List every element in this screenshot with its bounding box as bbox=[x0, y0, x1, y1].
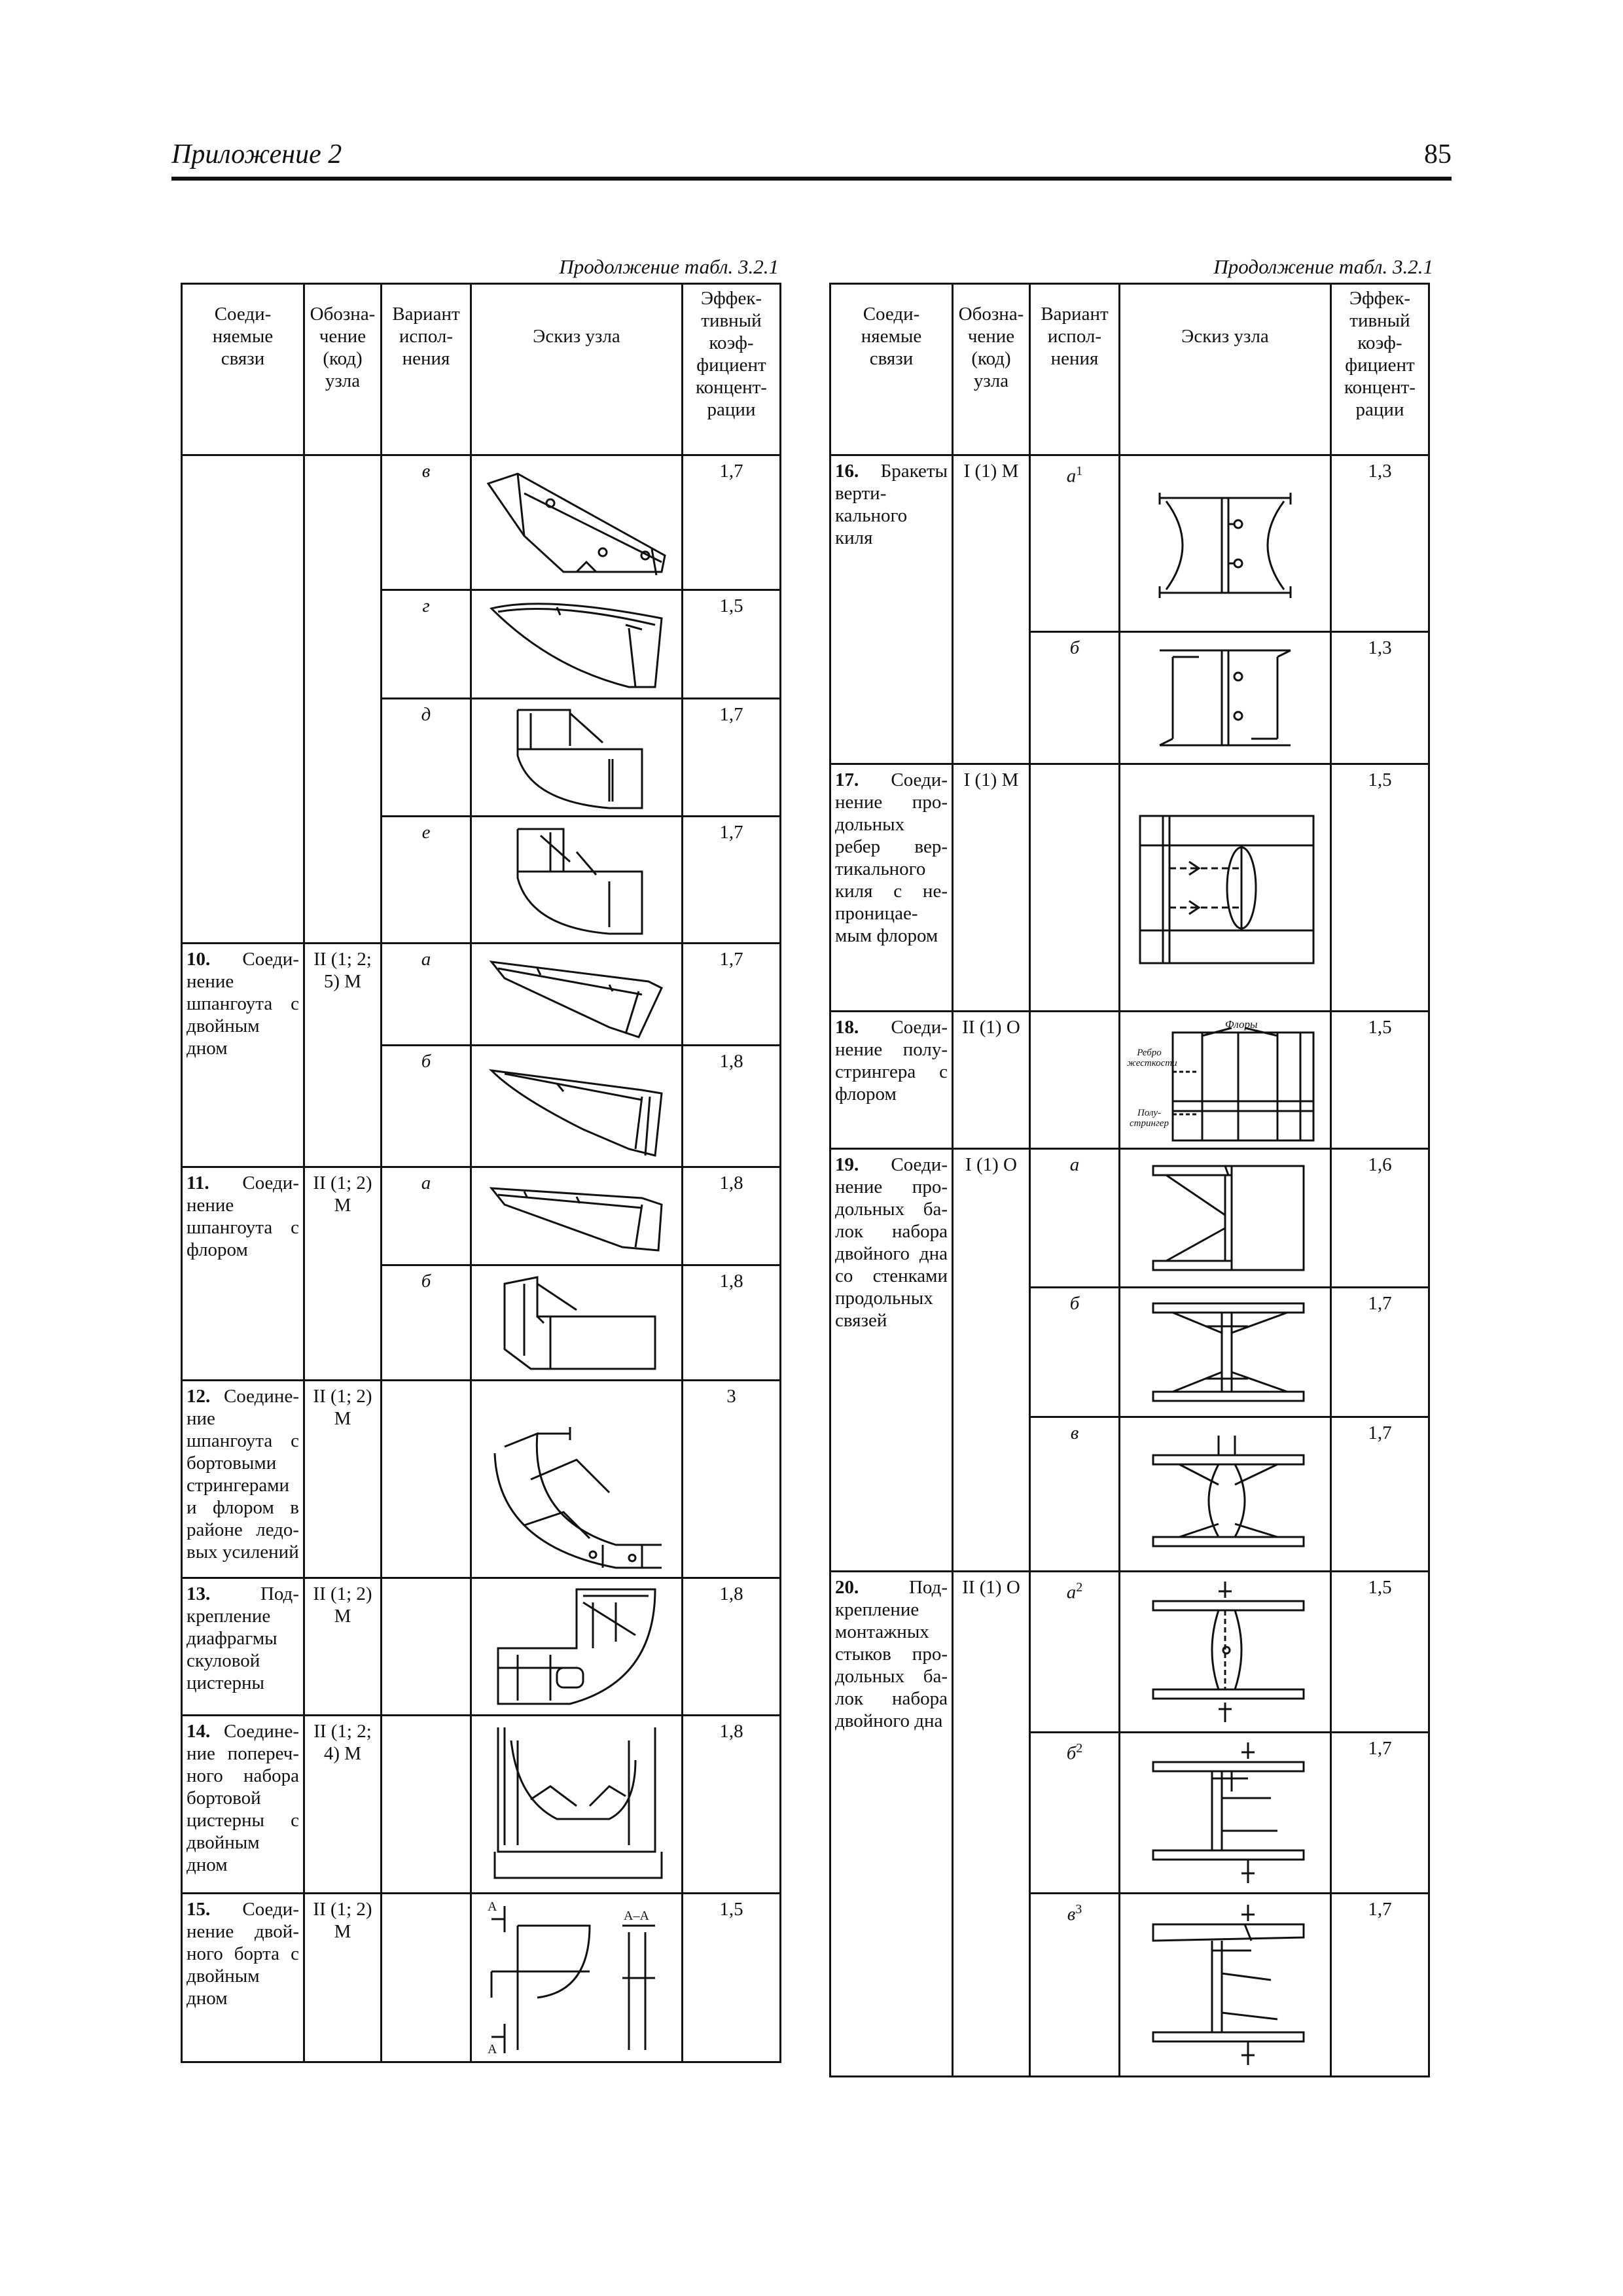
variant-cell bbox=[382, 1716, 471, 1894]
sketch-keel-brackets-b bbox=[1120, 632, 1331, 764]
header-connections: Соеди- няемые связи bbox=[182, 284, 304, 455]
variant-cell: в bbox=[382, 455, 471, 590]
code-cell: II (1; 2; 5) М bbox=[304, 944, 382, 1167]
header-code: Обозна- чение (код) узла bbox=[953, 284, 1030, 455]
sketch-double-side-double-bottom bbox=[471, 1894, 683, 2062]
sketch-longitudinal-beams-b bbox=[1120, 1288, 1331, 1417]
variant-cell bbox=[382, 1894, 471, 2062]
sketch-mounting-joints-a bbox=[1120, 1572, 1331, 1733]
sketch-halfstringer-floor bbox=[1120, 1012, 1331, 1149]
coefficient-cell: 1,8 bbox=[683, 1167, 781, 1265]
coefficient-cell: 1,3 bbox=[1331, 632, 1429, 764]
table-row bbox=[182, 455, 781, 590]
conn-cell: 16. Бракеты вертикального киля bbox=[830, 455, 953, 764]
variant-cell: б bbox=[1030, 632, 1120, 764]
variant-cell: $а^2$ bbox=[1030, 1572, 1120, 1733]
code-cell: II (1; 2) М bbox=[304, 1578, 382, 1716]
table-row bbox=[830, 1012, 1429, 1149]
sketch-frame-ice-strengthening bbox=[471, 1381, 683, 1578]
sketch-longitudinal-beams-v bbox=[1120, 1417, 1331, 1572]
variant-cell: $б^2$ bbox=[1030, 1733, 1120, 1894]
variant-cell bbox=[1030, 1012, 1120, 1149]
variant-cell: а bbox=[382, 944, 471, 1046]
variant-cell: б bbox=[1030, 1288, 1120, 1417]
page-number: 85 bbox=[1424, 139, 1452, 169]
coefficient-cell: 1,7 bbox=[683, 699, 781, 817]
label-floors: Флоры bbox=[1225, 1018, 1258, 1031]
coefficient-cell: 1,5 bbox=[683, 590, 781, 699]
header-rule bbox=[171, 177, 1452, 181]
code-cell: II (1; 2; 4) М bbox=[304, 1716, 382, 1894]
table-row bbox=[182, 1716, 781, 1894]
sketch-mounting-joints-b bbox=[1120, 1733, 1331, 1894]
continuation-label-right: Продолжение табл. 3.2.1 bbox=[1213, 255, 1433, 278]
sketch-frame-doublebottom-b bbox=[471, 1046, 683, 1167]
code-cell bbox=[304, 455, 382, 944]
coefficient-cell: 1,7 bbox=[683, 455, 781, 590]
sketch-side-tank-frame bbox=[471, 1716, 683, 1894]
coefficient-cell: 1,5 bbox=[1331, 764, 1429, 1012]
table-row bbox=[830, 1572, 1429, 1733]
sketch-bracket-e bbox=[471, 817, 683, 944]
coefficient-cell: 1,7 bbox=[1331, 1894, 1429, 2077]
conn-cell: 19. Соединение продольных балок набора двойного дна со стенками продольных связей bbox=[830, 1149, 953, 1572]
continuation-label-left: Продолжение табл. 3.2.1 bbox=[559, 255, 779, 278]
coefficient-cell: 3 bbox=[683, 1381, 781, 1578]
conn-cell: 15. Соединение двойного борта с двойным дном bbox=[182, 1894, 304, 2062]
conn-cell: 17. Соединение продольных ребер вертикального киля с непроницаемым флором bbox=[830, 764, 953, 1012]
page-header-title: Приложение 2 bbox=[171, 139, 342, 169]
header-sketch: Эскиз узла bbox=[1120, 284, 1331, 455]
table-row bbox=[182, 1578, 781, 1716]
coefficient-cell: 1,7 bbox=[1331, 1733, 1429, 1894]
header-sketch: Эскиз узла bbox=[471, 284, 683, 455]
table-row bbox=[182, 1381, 781, 1578]
variant-cell: $а^1$ bbox=[1030, 455, 1120, 632]
variant-cell: $в^3$ bbox=[1030, 1894, 1120, 2077]
coefficient-cell: 1,5 bbox=[1331, 1572, 1429, 1733]
code-cell: II (1; 2) М bbox=[304, 1894, 382, 2062]
variant-cell: в bbox=[1030, 1417, 1120, 1572]
table-row bbox=[830, 455, 1429, 632]
variant-cell: е bbox=[382, 817, 471, 944]
sketch-keel-ribs-floor bbox=[1120, 764, 1331, 1012]
code-cell: I (1) М bbox=[953, 455, 1030, 764]
conn-cell: 10. Соединение шпангоута с двойным дном bbox=[182, 944, 304, 1167]
variant-cell: а bbox=[382, 1167, 471, 1265]
variant-cell: б bbox=[382, 1046, 471, 1167]
sketch-frame-floor-b bbox=[471, 1265, 683, 1381]
variant-cell bbox=[1030, 764, 1120, 1012]
coefficient-cell: 1,7 bbox=[683, 944, 781, 1046]
coefficient-cell: 1,7 bbox=[1331, 1288, 1429, 1417]
variant-cell: д bbox=[382, 699, 471, 817]
sketch-bracket-d bbox=[471, 699, 683, 817]
label-halfstringer: Полустрингер bbox=[1130, 1108, 1169, 1129]
conn-cell: 20. Подкрепление монтажных стыков продольных балок набора двойного дна bbox=[830, 1572, 953, 2077]
table-row bbox=[830, 1149, 1429, 1288]
header-code: Обозна- чение (код) узла bbox=[304, 284, 382, 455]
code-cell: II (1) О bbox=[953, 1012, 1030, 1149]
coefficient-cell: 1,7 bbox=[683, 817, 781, 944]
coefficient-cell: 1,8 bbox=[683, 1265, 781, 1381]
section-label: А–А bbox=[624, 1908, 649, 1923]
coefficient-cell: 1,3 bbox=[1331, 455, 1429, 632]
sketch-mounting-joints-v bbox=[1120, 1894, 1331, 2077]
conn-cell: 14. Соединение поперечного набора бортовой цистерны с двойным дном bbox=[182, 1716, 304, 1894]
table-header-row bbox=[830, 284, 1429, 455]
table-left bbox=[181, 283, 781, 2063]
table-row bbox=[182, 1167, 781, 1265]
code-cell: II (1; 2) М bbox=[304, 1381, 382, 1578]
coefficient-cell: 1,5 bbox=[1331, 1012, 1429, 1149]
section-mark-a-bottom: А bbox=[488, 2041, 497, 2057]
coefficient-cell: 1,6 bbox=[1331, 1149, 1429, 1288]
table-right bbox=[829, 283, 1430, 2077]
sketch-frame-doublebottom-a bbox=[471, 944, 683, 1046]
variant-cell bbox=[382, 1578, 471, 1716]
code-cell: II (1; 2) М bbox=[304, 1167, 382, 1381]
sketch-frame-floor-a bbox=[471, 1167, 683, 1265]
variant-cell: а bbox=[1030, 1149, 1120, 1288]
sketch-bracket-g bbox=[471, 590, 683, 699]
conn-cell bbox=[182, 455, 304, 944]
coefficient-cell: 1,8 bbox=[683, 1578, 781, 1716]
sketch-longitudinal-beams-a bbox=[1120, 1149, 1331, 1288]
table-row bbox=[830, 764, 1429, 1012]
variant-cell: б bbox=[382, 1265, 471, 1381]
sketch-bilge-tank-diaphragm bbox=[471, 1578, 683, 1716]
sketch-bracket-v bbox=[471, 455, 683, 590]
label-rib: Ребро жесткости bbox=[1127, 1048, 1177, 1069]
header-connections: Соеди- няемые связи bbox=[830, 284, 953, 455]
table-header-row bbox=[182, 284, 781, 455]
coefficient-cell: 1,8 bbox=[683, 1716, 781, 1894]
header-variant: Вариант испол- нения bbox=[382, 284, 471, 455]
coefficient-cell: 1,8 bbox=[683, 1046, 781, 1167]
coefficient-cell: 1,5 bbox=[683, 1894, 781, 2062]
table-row bbox=[182, 944, 781, 1046]
variant-cell: г bbox=[382, 590, 471, 699]
conn-cell: 18. Соединение полустрингера с флором bbox=[830, 1012, 953, 1149]
header-coefficient: Эффек- тивный коэф- фициент концент- рации bbox=[683, 284, 781, 455]
code-cell: I (1) М bbox=[953, 764, 1030, 1012]
code-cell: II (1) О bbox=[953, 1572, 1030, 2077]
header-variant: Вариант испол- нения bbox=[1030, 284, 1120, 455]
section-mark-a-top: А bbox=[488, 1899, 497, 1914]
header-coefficient: Эффек- тивный коэф- фициент концент- рации bbox=[1331, 284, 1429, 455]
coefficient-cell: 1,7 bbox=[1331, 1417, 1429, 1572]
conn-cell: 13. Подкрепление диафрагмы скуловой цистерны bbox=[182, 1578, 304, 1716]
conn-cell: 11. Соединение шпангоута с флором bbox=[182, 1167, 304, 1381]
variant-cell bbox=[382, 1381, 471, 1578]
sketch-keel-brackets-a bbox=[1120, 455, 1331, 632]
conn-cell: 12. Соединение шпангоута с бортовыми стрингерами и флором в районе ледовых усилений bbox=[182, 1381, 304, 1578]
code-cell: I (1) О bbox=[953, 1149, 1030, 1572]
table-row bbox=[182, 1894, 781, 2062]
